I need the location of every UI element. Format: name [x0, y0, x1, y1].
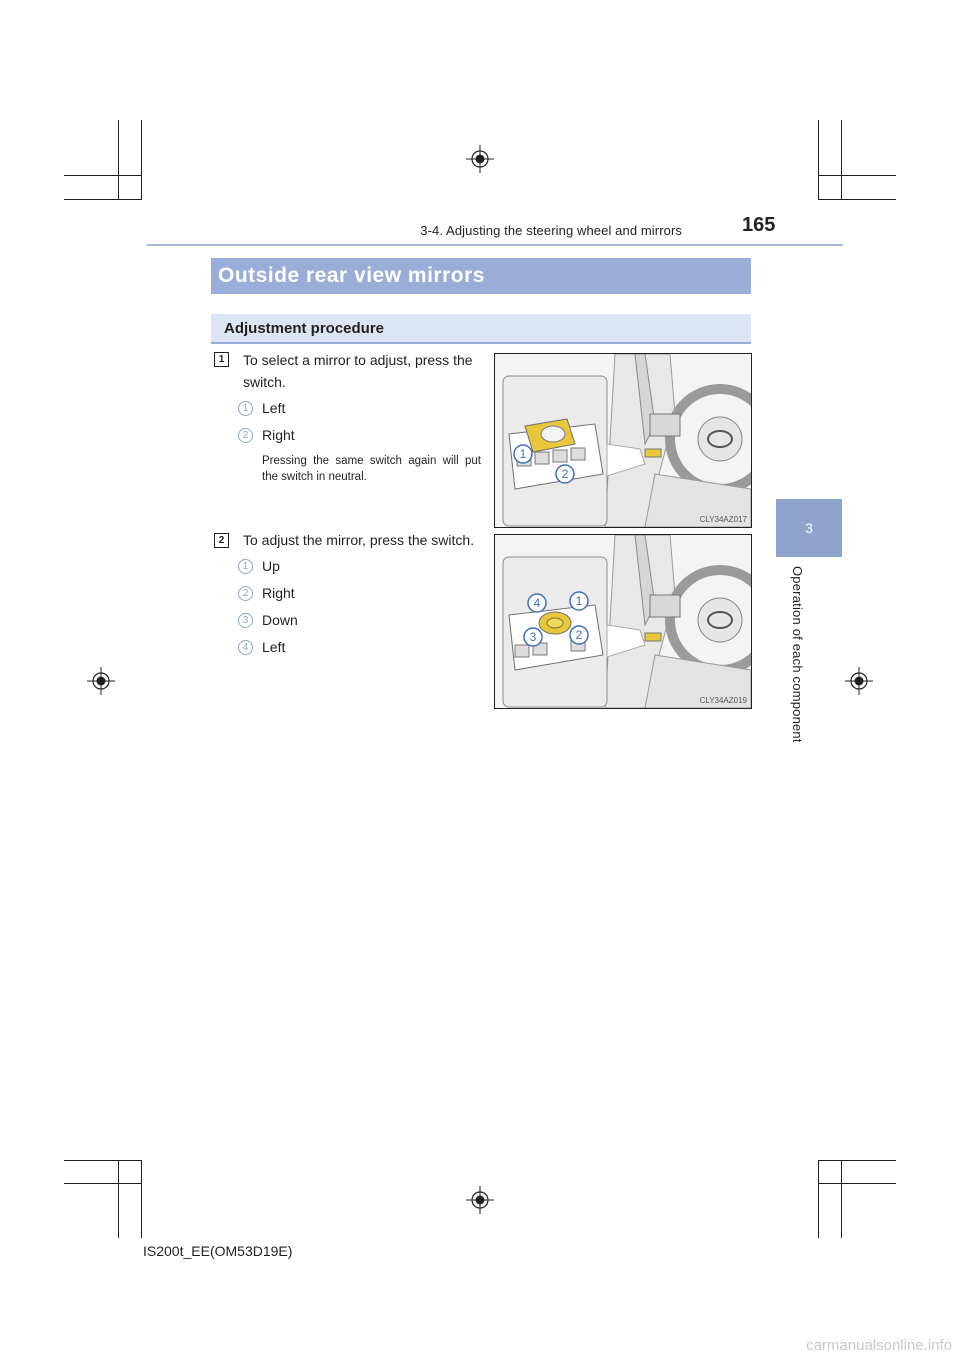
section-path: 3-4. Adjusting the steering wheel and mirrors	[420, 223, 682, 238]
item-label: Left	[262, 400, 286, 416]
item-label: Down	[262, 612, 298, 628]
figure-callout: 2	[561, 467, 569, 481]
item-number: 1	[238, 401, 253, 416]
door-panel-illustration-icon	[495, 535, 751, 708]
item-number: 1	[238, 559, 253, 574]
door-panel-illustration-icon	[495, 354, 751, 527]
figure-callout: 1	[575, 594, 583, 608]
item-label: Right	[262, 427, 295, 443]
registration-mark-icon	[845, 667, 873, 695]
figure-callout: 2	[575, 628, 583, 642]
mirror-select-switch-figure	[494, 353, 752, 528]
figure-code: CLY34AZ017	[699, 515, 747, 524]
registration-mark-icon	[466, 1186, 494, 1214]
item-label: Right	[262, 585, 295, 601]
step-text: To select a mirror to adjust, press the switch.	[243, 352, 473, 390]
step-note: Pressing the same switch again will put the switch in neutral.	[262, 455, 481, 483]
figure-callout: 4	[533, 596, 541, 610]
step-badge: 1	[214, 352, 229, 367]
section-subtitle: Adjustment procedure	[211, 314, 751, 344]
chapter-title: Operation of each component	[790, 566, 805, 743]
chapter-number: 3	[805, 520, 813, 536]
registration-mark-icon	[466, 145, 494, 173]
model-code: IS200t_EE(OM53D19E)	[143, 1243, 293, 1259]
registration-mark-icon	[87, 667, 115, 695]
figure-callout: 1	[519, 447, 527, 461]
watermark: carmanualsonline.info	[806, 1337, 952, 1354]
mirror-adjust-switch-figure	[494, 534, 752, 709]
figure-callout: 3	[529, 630, 537, 644]
item-number: 2	[238, 428, 253, 443]
header-rule	[147, 244, 843, 246]
item-label: Left	[262, 639, 286, 655]
item-number: 3	[238, 613, 253, 628]
item-number: 4	[238, 640, 253, 655]
figure-code: CLY34AZ019	[699, 696, 747, 705]
step-badge: 2	[214, 533, 229, 548]
item-number: 2	[238, 586, 253, 601]
item-label: Up	[262, 558, 280, 574]
chapter-tab[interactable]	[776, 499, 842, 557]
page-number: 165	[742, 214, 776, 236]
page-title: Outside rear view mirrors	[211, 258, 751, 294]
step-text: To adjust the mirror, press the switch.	[243, 532, 475, 548]
